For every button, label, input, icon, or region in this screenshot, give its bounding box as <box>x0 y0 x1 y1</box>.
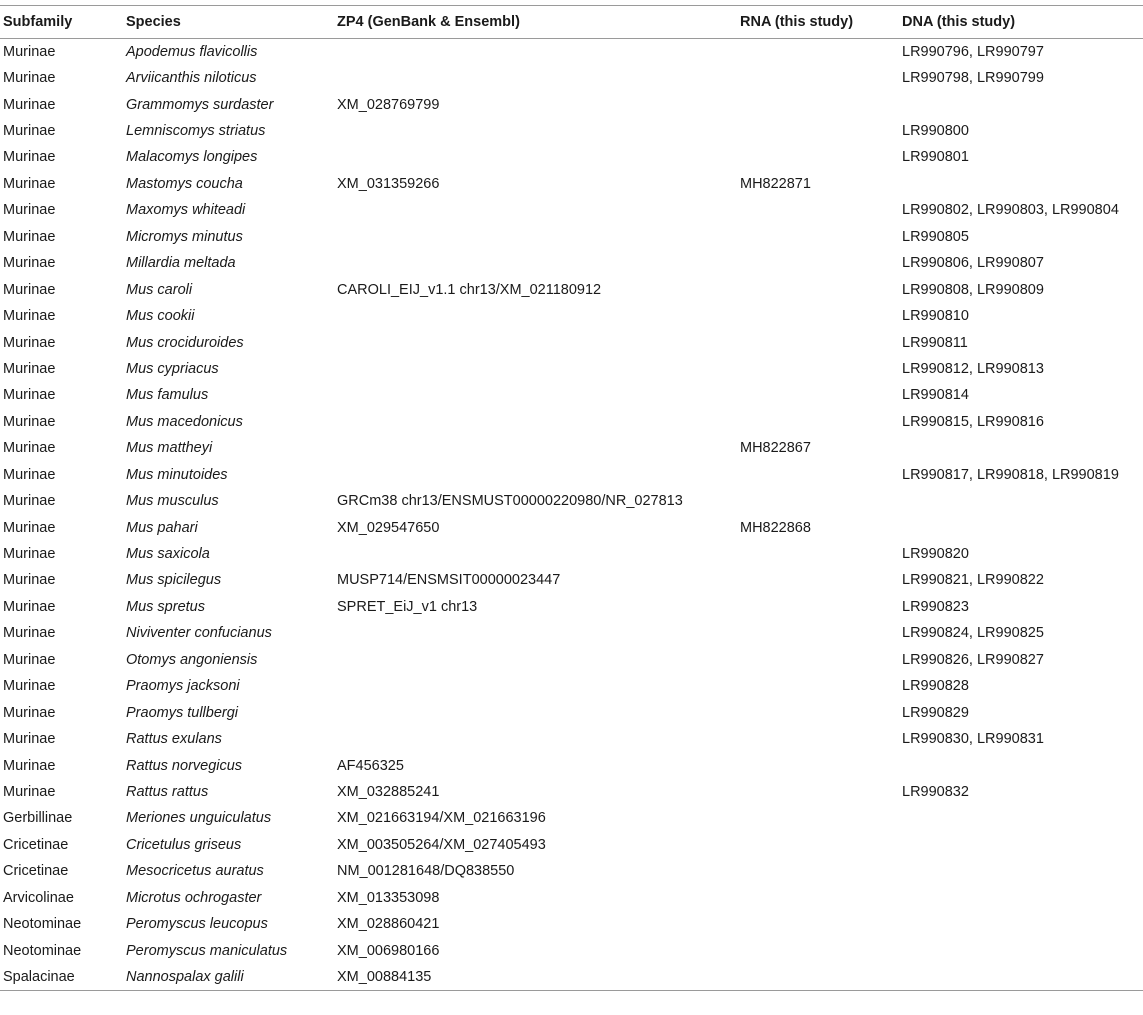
table-row <box>0 488 1143 514</box>
cell-dna <box>896 171 1143 197</box>
cell-rna <box>734 91 896 117</box>
cell-dna: LR990801 <box>902 149 969 166</box>
cell-zp4 <box>331 673 734 699</box>
header-zp4: ZP4 (GenBank & Ensembl) <box>331 6 734 39</box>
cell-rna <box>734 118 896 144</box>
table-body <box>0 39 1143 991</box>
cell-zp4 <box>331 144 734 170</box>
cell-dna: LR990800 <box>902 123 969 140</box>
zp4-accession-table <box>0 5 1143 991</box>
cell-species: Meriones unguiculatus <box>126 810 272 827</box>
table-row <box>0 462 1143 488</box>
cell-dna <box>896 911 1143 937</box>
cell-zp4: SPRET_EiJ_v1 chr13 <box>337 598 478 615</box>
cell-dna: LR990823 <box>902 598 969 615</box>
cell-zp4 <box>331 620 734 646</box>
cell-subfamily: Murinae <box>3 598 56 615</box>
cell-zp4: XM_006980166 <box>337 942 440 959</box>
cell-dna <box>896 435 1143 461</box>
cell-subfamily: Cricetinae <box>3 863 69 880</box>
cell-species: Mus cookii <box>126 308 195 325</box>
cell-dna <box>896 488 1143 514</box>
table-row <box>0 356 1143 382</box>
cell-zp4: XM_00884135 <box>331 964 734 990</box>
table-row <box>0 303 1143 329</box>
cell-rna <box>734 805 896 831</box>
cell-dna <box>896 964 1143 990</box>
cell-zp4: XM_021663194/XM_021663196 <box>337 810 546 827</box>
cell-dna: LR990808, LR990809 <box>902 281 1044 298</box>
cell-zp4: AF456325 <box>337 757 404 774</box>
cell-subfamily: Murinae <box>3 175 56 192</box>
cell-dna: LR990810 <box>902 308 969 325</box>
cell-zp4 <box>331 118 734 144</box>
cell-rna <box>734 832 896 858</box>
cell-rna <box>734 356 896 382</box>
cell-dna: LR990798, LR990799 <box>902 70 1044 87</box>
table-header <box>0 6 1143 39</box>
cell-subfamily: Murinae <box>3 625 56 642</box>
table-row <box>0 276 1143 302</box>
cell-subfamily: Gerbillinae <box>3 810 73 827</box>
table-row <box>0 911 1143 937</box>
cell-zp4: XM_028769799 <box>337 96 440 113</box>
cell-species: Peromyscus maniculatus <box>126 942 288 959</box>
table-row <box>0 964 1143 990</box>
cell-species: Rattus exulans <box>126 731 222 748</box>
cell-rna <box>734 858 896 884</box>
cell-zp4 <box>331 303 734 329</box>
cell-zp4 <box>331 329 734 355</box>
cell-subfamily: Neotominae <box>3 942 82 959</box>
cell-species: Mus mattheyi <box>126 440 213 457</box>
cell-species: Mus musculus <box>126 493 219 510</box>
cell-dna: LR990830, LR990831 <box>902 731 1044 748</box>
cell-species: Praomys jacksoni <box>126 678 240 695</box>
table-row <box>0 39 1143 65</box>
cell-rna: MH822867 <box>740 440 811 457</box>
cell-species: Nannospalax galili <box>120 964 331 990</box>
cell-dna: LR990815, LR990816 <box>902 413 1044 430</box>
cell-zp4 <box>331 250 734 276</box>
cell-zp4 <box>331 647 734 673</box>
header-row <box>0 6 1143 39</box>
cell-zp4 <box>331 699 734 725</box>
cell-subfamily: Murinae <box>3 387 56 404</box>
cell-subfamily: Murinae <box>3 678 56 695</box>
cell-species: Apodemus flavicollis <box>126 43 258 60</box>
table-row <box>0 832 1143 858</box>
cell-species: Peromyscus leucopus <box>126 916 268 933</box>
cell-rna <box>734 752 896 778</box>
cell-rna <box>734 197 896 223</box>
cell-subfamily: Spalacinae <box>0 964 120 990</box>
table-row <box>0 409 1143 435</box>
cell-species: Cricetulus griseus <box>126 836 242 853</box>
cell-zp4 <box>331 39 734 65</box>
cell-rna <box>734 250 896 276</box>
table-row <box>0 673 1143 699</box>
cell-zp4: XM_028860421 <box>337 916 440 933</box>
header-dna: DNA (this study) <box>896 6 1143 39</box>
cell-zp4 <box>331 726 734 752</box>
cell-subfamily: Murinae <box>3 228 56 245</box>
cell-species: Niviventer confucianus <box>126 625 272 642</box>
cell-species: Malacomys longipes <box>126 149 258 166</box>
cell-zp4: NM_001281648/DQ838550 <box>337 863 515 880</box>
cell-subfamily: Murinae <box>3 466 56 483</box>
cell-dna <box>896 514 1143 540</box>
cell-species: Mus spicilegus <box>126 572 222 589</box>
table-row <box>0 197 1143 223</box>
cell-species: Rattus norvegicus <box>126 757 243 774</box>
cell-rna <box>734 779 896 805</box>
cell-dna <box>896 752 1143 778</box>
cell-zp4: XM_013353098 <box>337 889 440 906</box>
cell-species: Mus spretus <box>126 598 205 615</box>
cell-zp4 <box>331 435 734 461</box>
cell-rna <box>734 647 896 673</box>
table-row <box>0 144 1143 170</box>
cell-species: Maxomys whiteadi <box>126 202 246 219</box>
cell-zp4: XM_003505264/XM_027405493 <box>337 836 546 853</box>
table-row <box>0 594 1143 620</box>
cell-dna: LR990812, LR990813 <box>902 360 1044 377</box>
cell-subfamily: Murinae <box>3 360 56 377</box>
table-row <box>0 885 1143 911</box>
cell-dna <box>896 91 1143 117</box>
cell-subfamily: Murinae <box>3 334 56 351</box>
cell-dna: LR990829 <box>902 704 969 721</box>
cell-subfamily: Murinae <box>3 783 56 800</box>
cell-zp4 <box>331 65 734 91</box>
table-row <box>0 329 1143 355</box>
cell-subfamily: Cricetinae <box>3 836 69 853</box>
cell-species: Arviicanthis niloticus <box>126 70 257 87</box>
cell-rna: MH822868 <box>740 519 811 536</box>
cell-dna <box>896 937 1143 963</box>
cell-zp4: GRCm38 chr13/ENSMUST00000220980/NR_027813 <box>337 493 683 510</box>
header-subfamily: Subfamily <box>0 6 120 39</box>
cell-subfamily: Murinae <box>3 413 56 430</box>
table-row <box>0 541 1143 567</box>
cell-species: Mus saxicola <box>126 546 210 563</box>
cell-subfamily: Murinae <box>3 255 56 272</box>
cell-dna: LR990820 <box>902 546 969 563</box>
cell-species: Rattus rattus <box>126 783 209 800</box>
cell-subfamily: Murinae <box>3 281 56 298</box>
cell-species: Mus minutoides <box>126 466 228 483</box>
cell-rna <box>734 488 896 514</box>
table-row <box>0 858 1143 884</box>
table-row <box>0 91 1143 117</box>
cell-dna: LR990814 <box>902 387 969 404</box>
cell-species: Mus pahari <box>126 519 198 536</box>
cell-rna <box>734 224 896 250</box>
cell-species: Lemniscomys striatus <box>126 123 266 140</box>
cell-rna <box>734 567 896 593</box>
cell-dna: LR990806, LR990807 <box>902 255 1044 272</box>
table-row <box>0 937 1143 963</box>
cell-species: Microtus ochrogaster <box>126 889 262 906</box>
cell-zp4 <box>331 409 734 435</box>
cell-dna: LR990826, LR990827 <box>902 651 1044 668</box>
cell-rna <box>734 594 896 620</box>
table-row <box>0 779 1143 805</box>
cell-zp4 <box>331 382 734 408</box>
cell-subfamily: Murinae <box>3 149 56 166</box>
cell-subfamily: Neotominae <box>3 916 82 933</box>
cell-species: Praomys tullbergi <box>126 704 239 721</box>
cell-rna: MH822871 <box>740 175 811 192</box>
cell-subfamily: Murinae <box>3 96 56 113</box>
cell-subfamily: Murinae <box>3 704 56 721</box>
cell-zp4 <box>331 224 734 250</box>
cell-subfamily: Murinae <box>3 202 56 219</box>
cell-zp4 <box>331 197 734 223</box>
header-species: Species <box>120 6 331 39</box>
cell-dna <box>896 885 1143 911</box>
cell-species: Mus macedonicus <box>126 413 243 430</box>
cell-rna <box>734 39 896 65</box>
cell-zp4: XM_031359266 <box>337 175 440 192</box>
cell-rna <box>734 885 896 911</box>
cell-subfamily: Murinae <box>3 70 56 87</box>
cell-dna: LR990817, LR990818, LR990819 <box>902 466 1119 483</box>
cell-subfamily: Murinae <box>3 546 56 563</box>
cell-species: Mus cypriacus <box>126 360 219 377</box>
cell-rna <box>734 276 896 302</box>
cell-rna <box>734 937 896 963</box>
table-row <box>0 647 1143 673</box>
cell-zp4 <box>331 541 734 567</box>
table-row <box>0 65 1143 91</box>
table-row <box>0 514 1143 540</box>
cell-dna <box>896 858 1143 884</box>
table-row <box>0 620 1143 646</box>
cell-rna <box>734 462 896 488</box>
cell-species: Millardia meltada <box>126 255 236 272</box>
cell-dna: LR990832 <box>902 783 969 800</box>
cell-zp4: MUSP714/ENSMSIT00000023447 <box>337 572 561 589</box>
table-row <box>0 171 1143 197</box>
cell-subfamily: Murinae <box>3 731 56 748</box>
cell-subfamily: Murinae <box>3 123 56 140</box>
cell-zp4: XM_032885241 <box>337 783 440 800</box>
cell-subfamily: Murinae <box>3 43 56 60</box>
cell-rna <box>734 726 896 752</box>
table-row <box>0 699 1143 725</box>
cell-species: Micromys minutus <box>126 228 243 245</box>
cell-dna: LR990824, LR990825 <box>902 625 1044 642</box>
cell-subfamily: Murinae <box>3 757 56 774</box>
cell-subfamily: Murinae <box>3 440 56 457</box>
cell-rna <box>734 699 896 725</box>
table-row <box>0 726 1143 752</box>
cell-subfamily: Murinae <box>3 519 56 536</box>
cell-zp4: XM_029547650 <box>337 519 440 536</box>
table-row <box>0 224 1143 250</box>
cell-species: Otomys angoniensis <box>126 651 258 668</box>
cell-rna <box>734 673 896 699</box>
cell-species: Mus crociduroides <box>126 334 244 351</box>
cell-species: Grammomys surdaster <box>126 96 274 113</box>
cell-rna <box>734 382 896 408</box>
cell-dna: LR990811 <box>902 334 968 351</box>
cell-zp4 <box>331 462 734 488</box>
cell-zp4: CAROLI_EIJ_v1.1 chr13/XM_021180912 <box>337 281 602 298</box>
cell-rna <box>734 303 896 329</box>
cell-rna <box>734 144 896 170</box>
cell-species: Mesocricetus auratus <box>126 863 264 880</box>
cell-subfamily: Murinae <box>3 651 56 668</box>
cell-species: Mastomys coucha <box>126 175 243 192</box>
cell-rna <box>734 541 896 567</box>
cell-dna: LR990805 <box>902 228 969 245</box>
cell-dna <box>896 805 1143 831</box>
cell-species: Mus caroli <box>126 281 193 298</box>
table-row <box>0 118 1143 144</box>
cell-rna <box>734 329 896 355</box>
table-row <box>0 250 1143 276</box>
cell-dna <box>896 832 1143 858</box>
cell-subfamily: Murinae <box>3 308 56 325</box>
cell-rna <box>734 65 896 91</box>
table-row <box>0 435 1143 461</box>
cell-dna: LR990821, LR990822 <box>902 572 1044 589</box>
cell-dna: LR990802, LR990803, LR990804 <box>902 202 1119 219</box>
cell-subfamily: Murinae <box>3 493 56 510</box>
table-row <box>0 382 1143 408</box>
cell-rna <box>734 409 896 435</box>
cell-zp4 <box>331 356 734 382</box>
cell-species: Mus famulus <box>126 387 209 404</box>
cell-subfamily: Murinae <box>3 572 56 589</box>
table-row <box>0 752 1143 778</box>
table-row <box>0 805 1143 831</box>
cell-rna <box>734 964 896 990</box>
cell-dna: LR990796, LR990797 <box>902 43 1044 60</box>
header-rna: RNA (this study) <box>734 6 896 39</box>
cell-rna <box>734 620 896 646</box>
cell-subfamily: Arvicolinae <box>3 889 74 906</box>
cell-rna <box>734 911 896 937</box>
table-row <box>0 567 1143 593</box>
cell-dna: LR990828 <box>902 678 969 695</box>
